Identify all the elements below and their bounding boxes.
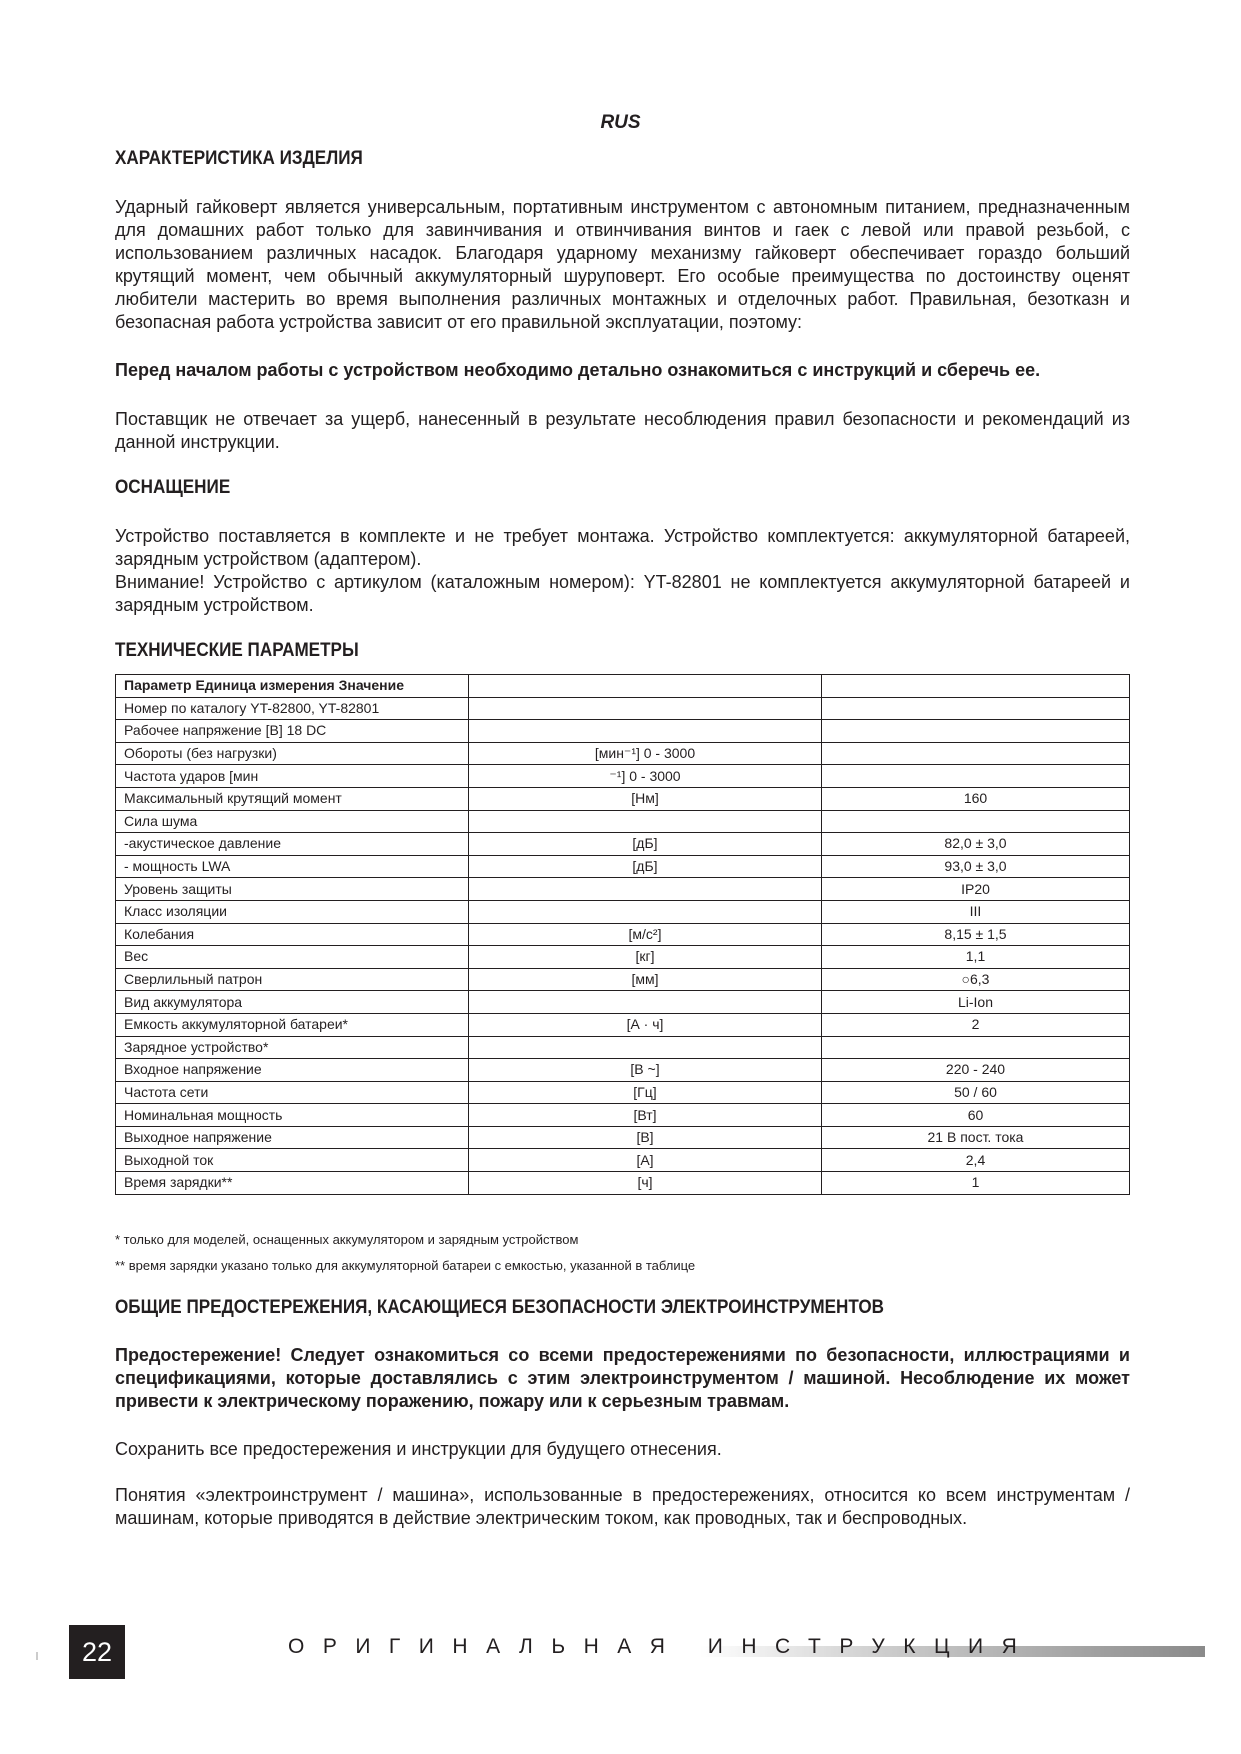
table-row xyxy=(116,787,1130,810)
param-unit-cell: [мм] xyxy=(469,968,822,991)
param-name-cell: Колебания xyxy=(116,923,469,946)
table-row xyxy=(116,810,1130,833)
param-unit-cell: [Гц] xyxy=(469,1081,822,1104)
supplier-liability-paragraph: Поставщик не отвечает за ущерб, нанесенный в результате несоблюдения правил безопасности и рекомендаций из данной инструкции. xyxy=(115,409,1130,452)
param-unit-cell xyxy=(469,900,822,923)
param-value-cell xyxy=(822,765,1130,788)
param-unit-cell: ⁻¹] 0 - 3000 xyxy=(469,765,822,788)
table-row xyxy=(116,833,1130,856)
table-header-cell xyxy=(469,675,822,698)
technical-parameters-table xyxy=(115,674,1130,1195)
language-label: RUS xyxy=(600,112,641,133)
param-name-cell: Выходной ток xyxy=(116,1149,469,1172)
param-value-cell: 60 xyxy=(822,1104,1130,1127)
param-unit-cell: [В ~] xyxy=(469,1059,822,1082)
param-name-cell: Сверлильный патрон xyxy=(116,968,469,991)
param-name-cell: Входное напряжение xyxy=(116,1059,469,1082)
table-row xyxy=(116,742,1130,765)
param-unit-cell: [дБ] xyxy=(469,855,822,878)
table-header-cell: Параметр Единица измерения Значение xyxy=(116,675,469,698)
param-name-cell: Емкость аккумуляторной батареи* xyxy=(116,1013,469,1036)
param-name-cell: - мощность LWA xyxy=(116,855,469,878)
table-row xyxy=(116,1081,1130,1104)
page-edge-mark xyxy=(36,1652,38,1660)
param-name-cell: -акустическое давление xyxy=(116,833,469,856)
equipment-warning-paragraph: Внимание! Устройство с артикулом (каталожным номером): YT-82801 не комплектуется аккумуляторной батареей и зарядным устройством. xyxy=(115,572,1130,615)
param-value-cell: 1 xyxy=(822,1172,1130,1195)
param-name-cell: Класс изоляции xyxy=(116,900,469,923)
param-name-cell: Вид аккумулятора xyxy=(116,991,469,1014)
param-unit-cell xyxy=(469,697,822,720)
param-value-cell xyxy=(822,742,1130,765)
param-unit-cell: [В] xyxy=(469,1126,822,1149)
param-unit-cell: [мин⁻¹] 0 - 3000 xyxy=(469,742,822,765)
table-row xyxy=(116,1036,1130,1059)
power-tool-definition-paragraph: Понятия «электроинструмент / машина», использованные в предостережениях, относится ко всем инструментам / машинам, которые приводятся в действие электрическим током, как проводных, так и беспроводных. xyxy=(115,1485,1130,1528)
read-instructions-note: Перед началом работы с устройством необходимо детально ознакомиться с инструкций и сберечь ее. xyxy=(115,360,1041,380)
param-unit-cell xyxy=(469,1036,822,1059)
param-unit-cell: [Вт] xyxy=(469,1104,822,1127)
save-instructions-paragraph: Сохранить все предостережения и инструкции для будущего отнесения. xyxy=(115,1439,722,1459)
table-row xyxy=(116,855,1130,878)
footer-title: ОРИГИНАЛЬНАЯ ИНСТРУКЦИЯ xyxy=(288,1635,1036,1658)
table-row xyxy=(116,878,1130,901)
param-value-cell: III xyxy=(822,900,1130,923)
table-row xyxy=(116,1104,1130,1127)
product-description-paragraph: Ударный гайковерт является универсальным, портативным инструментом с автономным питанием, предназначенным для домашних работ только для завинчивания и отвинчивания винтов и гаек с левой или правой резьбой, с использованием различных насадок. Благодаря ударному механизму гайковерт обеспечивает гораздо больший крутящий момент, чем обычный аккумуляторный шуруповерт. Его особые преимущества по достоинству оценят любители мастерить во время выполнения различных монтажных и отделочных работ. Правильная, безотказн и безопасная работа устройства зависит от его правильной эксплуатации, поэтому: xyxy=(115,197,1130,332)
table-row xyxy=(116,900,1130,923)
param-name-cell: Номер по каталогу YT-82800, YT-82801 xyxy=(116,697,469,720)
param-value-cell: 2 xyxy=(822,1013,1130,1036)
param-value-cell: ○6,3 xyxy=(822,968,1130,991)
param-unit-cell xyxy=(469,991,822,1014)
table-row xyxy=(116,697,1130,720)
table-header-row xyxy=(116,675,1130,698)
section-title-technical-parameters: ТЕХНИЧЕСКИЕ ПАРАМЕТРЫ xyxy=(115,640,359,661)
param-name-cell: Частота сети xyxy=(116,1081,469,1104)
param-name-cell: Выходное напряжение xyxy=(116,1126,469,1149)
param-name-cell: Частота ударов [мин xyxy=(116,765,469,788)
param-name-cell: Вес xyxy=(116,946,469,969)
section-title-general-warnings: ОБЩИЕ ПРЕДОСТЕРЕЖЕНИЯ, КАСАЮЩИЕСЯ БЕЗОПАСНОСТИ ЭЛЕКТРОИНСТРУМЕНТОВ xyxy=(115,1297,885,1318)
table-row xyxy=(116,968,1130,991)
param-value-cell: 8,15 ± 1,5 xyxy=(822,923,1130,946)
param-value-cell xyxy=(822,1036,1130,1059)
param-value-cell: 93,0 ± 3,0 xyxy=(822,855,1130,878)
table-row xyxy=(116,720,1130,743)
param-value-cell xyxy=(822,720,1130,743)
param-value-cell: 220 - 240 xyxy=(822,1059,1130,1082)
param-value-cell: IP20 xyxy=(822,878,1130,901)
param-value-cell: 1,1 xyxy=(822,946,1130,969)
param-unit-cell: [А] xyxy=(469,1149,822,1172)
table-header-cell xyxy=(822,675,1130,698)
param-value-cell xyxy=(822,810,1130,833)
param-unit-cell xyxy=(469,810,822,833)
param-name-cell: Обороты (без нагрузки) xyxy=(116,742,469,765)
param-unit-cell xyxy=(469,720,822,743)
table-row xyxy=(116,991,1130,1014)
param-unit-cell: [ч] xyxy=(469,1172,822,1195)
param-unit-cell xyxy=(469,878,822,901)
table-row xyxy=(116,1172,1130,1195)
equipment-paragraph: Устройство поставляется в комплекте и не требует монтажа. Устройство комплектуется: аккумуляторной батареей, зарядным устройством (адаптером). xyxy=(115,526,1130,569)
table-row xyxy=(116,1013,1130,1036)
footnote-battery-models: * только для моделей, оснащенных аккумулятором и зарядным устройством xyxy=(115,1232,579,1247)
param-unit-cell: [дБ] xyxy=(469,833,822,856)
param-unit-cell: [м/с²] xyxy=(469,923,822,946)
param-name-cell: Зарядное устройство* xyxy=(116,1036,469,1059)
page-number-badge: 22 xyxy=(69,1625,125,1679)
param-name-cell: Рабочее напряжение [В] 18 DC xyxy=(116,720,469,743)
param-value-cell: 21 В пост. тока xyxy=(822,1126,1130,1149)
param-name-cell: Уровень защиты xyxy=(116,878,469,901)
param-value-cell: 50 / 60 xyxy=(822,1081,1130,1104)
param-name-cell: Время зарядки** xyxy=(116,1172,469,1195)
section-title-product-characteristics: ХАРАКТЕРИСТИКА ИЗДЕЛИЯ xyxy=(115,148,363,169)
table-row xyxy=(116,923,1130,946)
param-unit-cell: [Нм] xyxy=(469,787,822,810)
param-value-cell xyxy=(822,697,1130,720)
table-row xyxy=(116,946,1130,969)
param-name-cell: Номинальная мощность xyxy=(116,1104,469,1127)
section-title-equipment: ОСНАЩЕНИЕ xyxy=(115,477,231,498)
param-value-cell: 160 xyxy=(822,787,1130,810)
table-row xyxy=(116,1149,1130,1172)
param-value-cell: 82,0 ± 3,0 xyxy=(822,833,1130,856)
param-name-cell: Максимальный крутящий момент xyxy=(116,787,469,810)
safety-warning-paragraph: Предостережение! Следует ознакомиться со всеми предостережениями по безопасности, иллюстрациями и спецификациями, которые доставлялись с этим электроинструментом / машиной. Несоблюдение их может привести к электрическому поражению, пожару или к серьезным травмам. xyxy=(115,1345,1130,1411)
param-value-cell: 2,4 xyxy=(822,1149,1130,1172)
param-unit-cell: [кг] xyxy=(469,946,822,969)
table-row xyxy=(116,1126,1130,1149)
table-row xyxy=(116,1059,1130,1082)
footnote-charge-time: ** время зарядки указано только для аккумуляторной батареи с емкостью, указанной в таблице xyxy=(115,1258,696,1273)
param-name-cell: Сила шума xyxy=(116,810,469,833)
table-row xyxy=(116,765,1130,788)
param-value-cell: Li-Ion xyxy=(822,991,1130,1014)
param-unit-cell: [А · ч] xyxy=(469,1013,822,1036)
